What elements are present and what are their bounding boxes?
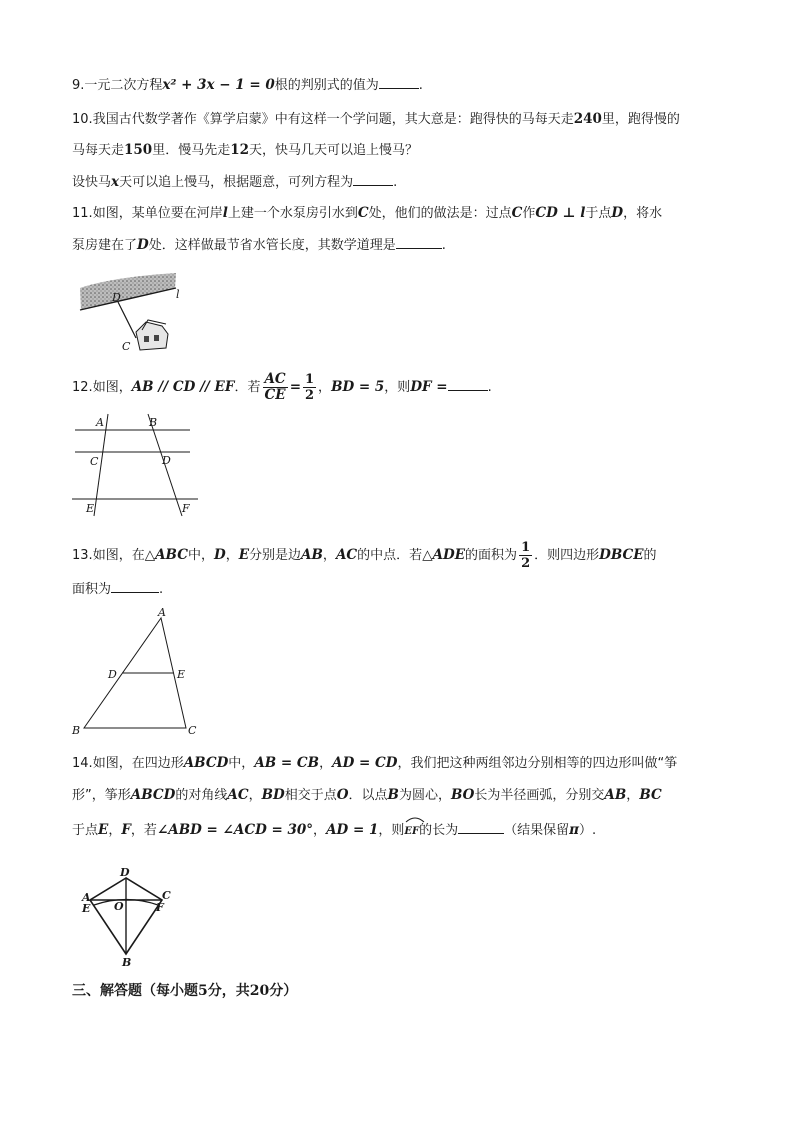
q13-ab: AB <box>301 547 323 563</box>
q12-text: 如图， <box>92 380 132 395</box>
question-14-line-2: 形”，筝形ABCD的对角线AC，BD相交于点O．以点B为圆心，BO长为半径画弧，分别交AB，BC <box>72 787 662 803</box>
q14-text: ．以点 <box>348 788 388 803</box>
q14-angle: ∠ABD = ∠ACD = 30° <box>156 822 314 838</box>
question-13-line-1 <box>72 540 722 571</box>
q13-quad: DBCE <box>599 547 644 563</box>
pipe-line <box>118 302 136 338</box>
q10-text: 里，跑得慢的 <box>601 112 680 127</box>
q14-text: ，我们把这种两组邻边分别相等的四边形叫做“筝 <box>397 756 678 771</box>
q11-var-l: l <box>222 205 228 221</box>
question-10-line-2 <box>72 140 722 161</box>
section-heading: 三、解答题（每小题5分，共20分） <box>72 983 298 999</box>
label-f: F <box>182 502 190 515</box>
q13-fraction-half <box>519 540 532 571</box>
q10-value-12: 12 <box>230 142 250 158</box>
answer-blank[interactable] <box>396 234 442 249</box>
label-c: C <box>162 889 171 902</box>
q14-text: 于点 <box>72 823 99 838</box>
label-d: D <box>120 866 130 879</box>
q13-text: 中， <box>187 548 214 563</box>
label-l: l <box>176 288 180 301</box>
q13-triangle-ade: △ADE <box>422 547 466 563</box>
q10-value-150: 150 <box>124 142 153 158</box>
q12-number: 12. <box>72 380 93 395</box>
q11-period: . <box>441 238 446 253</box>
label-o: O <box>114 900 124 913</box>
question-14-line-3: 于点E，F，若∠ABD = ∠ACD = 30°，AD = 1，则 EF的长为 （结果保留π）. <box>72 819 722 842</box>
q14-number: 14. <box>72 756 93 771</box>
q13-text: 的 <box>643 548 657 563</box>
q9-equation: x² + 3x − 1 = 0 <box>162 77 275 93</box>
q14-bc: BC <box>639 787 662 803</box>
q14-text: 长为半径画弧，分别交 <box>474 788 605 803</box>
q14-text: ）. <box>579 823 597 838</box>
q13-text: 如图，在 <box>92 548 145 563</box>
label-e: E <box>86 502 95 515</box>
label-b: B <box>149 416 158 429</box>
q11-var-c: C <box>357 205 369 221</box>
q11-text: 处．这样做最节省水管长度，其数学道理是 <box>148 238 396 253</box>
answer-blank[interactable] <box>448 376 488 391</box>
answer-blank[interactable] <box>379 74 419 89</box>
q12-fraction-ac-ce <box>262 372 287 403</box>
q13-text: 分别是边 <box>249 548 302 563</box>
label-e: E <box>82 902 91 915</box>
label-e: E <box>177 668 186 681</box>
q13-var-e: E <box>238 547 250 563</box>
question-14-line-1: 14.如图，在四边形ABCD中，AB = CB，AD = CD，我们把这种两组邻边分别相等的四边形叫做“筝 <box>72 755 678 771</box>
label-c: C <box>188 724 197 737</box>
q14-bo: BO <box>450 787 475 803</box>
frac-numerator: 1 <box>521 540 531 555</box>
q14-var-e: E <box>98 822 109 838</box>
q13-text: 的面积为 <box>465 548 518 563</box>
q13-text: ， <box>322 548 336 563</box>
q11-perp: CD ⊥ l <box>535 205 586 221</box>
q13-var-d: D <box>213 547 226 563</box>
label-b: B <box>72 724 81 737</box>
label-a: A <box>96 416 104 429</box>
q11-var-c: C <box>511 205 523 221</box>
q14-ad-cd: AD = CD <box>332 755 398 771</box>
q14-ad: AD = 1 <box>326 822 379 838</box>
q13-text: ， <box>225 548 239 563</box>
q14-bd: BD <box>261 787 285 803</box>
label-a: A <box>158 606 166 619</box>
question-9 <box>72 74 722 96</box>
q14-var-o: O <box>336 787 349 803</box>
q14-abcd: ABCD <box>130 787 176 803</box>
q12-df: DF = <box>410 379 448 395</box>
label-c: C <box>90 455 99 468</box>
q9-period: . <box>418 78 423 93</box>
q11-text: 如图，某单位要在河岸 <box>92 206 223 221</box>
question-12 <box>72 372 722 403</box>
q9-text: 一元二次方程 <box>84 78 163 93</box>
q10-variable: x <box>111 174 120 190</box>
house-icon <box>136 322 168 350</box>
q12-fraction-half <box>303 372 316 403</box>
q13-period: . <box>159 582 164 597</box>
q10-text: 里．慢马先走 <box>152 143 231 158</box>
frac-denominator: 2 <box>305 388 315 403</box>
q12-text: ．若 <box>234 380 261 395</box>
arc-symbol-icon <box>404 815 426 823</box>
label-c: C <box>122 340 131 353</box>
q11-number: 11. <box>72 206 93 221</box>
frac-denominator: 2 <box>521 556 531 571</box>
q14-text: （结果保留 <box>504 823 570 838</box>
q14-pi: π <box>569 822 580 838</box>
question-11-line-2 <box>72 234 722 256</box>
q14-text: 相交于点 <box>284 788 337 803</box>
q13-text: 面积为 <box>72 582 112 597</box>
question-10-line-3 <box>72 171 722 193</box>
q13-ac: AC <box>335 547 358 563</box>
q10-text: 天，快马几天可以追上慢马？ <box>249 143 419 158</box>
q9-text-2: 根的判别式的值为 <box>274 78 379 93</box>
answer-blank[interactable] <box>111 578 159 593</box>
q11-text: 于点 <box>585 206 612 221</box>
q11-text: 处，他们的做法是：过点 <box>368 206 512 221</box>
q9-number: 9. <box>72 78 85 93</box>
q12-figure <box>70 412 202 520</box>
q12-equals: = <box>289 379 301 395</box>
label-f: F <box>156 901 164 914</box>
label-d: D <box>108 668 117 681</box>
answer-blank[interactable] <box>458 819 504 834</box>
q14-figure <box>78 866 176 970</box>
q11-figure <box>78 268 188 356</box>
label-d: D <box>162 454 171 467</box>
q14-text: 形”，筝形 <box>72 788 131 803</box>
q11-text: 上建一个水泵房引水到 <box>227 206 358 221</box>
q14-text: ，若 <box>130 823 157 838</box>
frac-numerator: AC <box>264 371 286 387</box>
q12-text: ， <box>318 380 332 395</box>
q12-parallel: AB // CD // EF <box>131 379 235 395</box>
question-11-line-1 <box>72 203 722 224</box>
frac-numerator: 1 <box>305 372 315 387</box>
q13-triangle-abc: △ABC <box>144 547 188 563</box>
q14-ab-cb: AB = CB <box>254 755 320 771</box>
q11-var-d: D <box>611 205 624 221</box>
answer-blank[interactable] <box>353 171 393 186</box>
q10-period: . <box>393 175 398 190</box>
question-10-line-1 <box>72 109 722 130</box>
q11-var-d: D <box>137 237 149 253</box>
q14-text: 的长为 <box>419 823 459 838</box>
q11-text: 作 <box>522 206 536 221</box>
q13-figure <box>68 606 208 740</box>
q14-text: 如图，在四边形 <box>92 756 184 771</box>
q10-text: 我国古代数学著作《算学启蒙》中有这样一个学问题，其大意是：跑得快的马每天走 <box>92 112 574 127</box>
q14-text: 中， <box>228 756 255 771</box>
q10-text: 设快马 <box>72 175 112 190</box>
label-d: D <box>112 291 121 304</box>
q10-value-240: 240 <box>573 111 602 127</box>
q13-text: ．则四边形 <box>534 548 600 563</box>
q11-text: 泵房建在了 <box>72 238 138 253</box>
q14-text: 的对角线 <box>175 788 228 803</box>
q10-text: 马每天走 <box>72 143 125 158</box>
q14-abcd: ABCD <box>183 755 229 771</box>
q14-text: ，则 <box>378 823 405 838</box>
q11-text: ，将水 <box>623 206 663 221</box>
q14-text: 为圆心， <box>398 788 451 803</box>
frac-denominator: CE <box>264 387 286 403</box>
q13-number: 13. <box>72 548 93 563</box>
q12-bd: BD = 5 <box>331 379 385 395</box>
q14-ac: AC <box>227 787 249 803</box>
question-13-line-2 <box>72 578 722 600</box>
q14-var-f: F <box>121 822 131 838</box>
arc-label-text: EF <box>404 826 420 837</box>
label-a: A <box>82 891 91 904</box>
q13-text: 的中点．若 <box>357 548 423 563</box>
label-b: B <box>122 956 132 969</box>
q10-text: 天可以追上慢马，根据题意，可列方程为 <box>119 175 354 190</box>
q12-text: ，则 <box>384 380 411 395</box>
q14-ab: AB <box>604 787 627 803</box>
q12-period: . <box>487 380 492 395</box>
q10-number: 10. <box>72 112 93 127</box>
q14-arc-ef <box>404 820 419 842</box>
q14-var-b: B <box>387 787 399 803</box>
